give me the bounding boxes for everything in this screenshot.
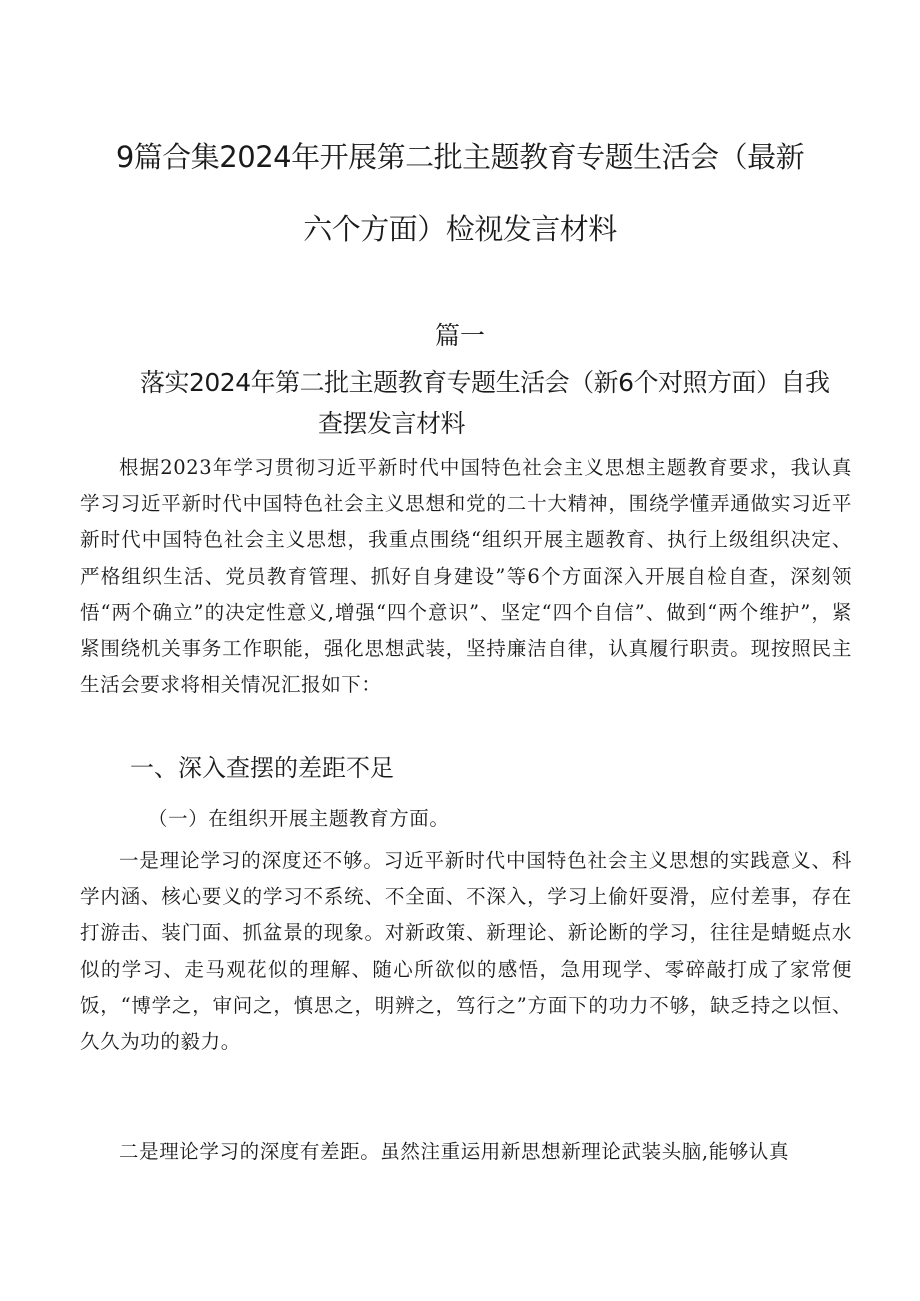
document-title-line-2: 六个方面）检视发言材料: [303, 212, 617, 246]
intro-paragraph: 根据2023年学习贯彻习近平新时代中国特色社会主义思想主题教育要求，我认真学习习近平新时代中国特色社会主义思想和党的二十大精神，围绕学懂弄通做实习近平新时代中国特色社会主义思想，我重点围绕“组织开展主题教育、执行上级组织决定、严格组织生活、党员教育管理、抓好自身建设”等6个方面深入开展自检自查，深刻领悟“两个确立”的决定性意义,增强“四个意识”、坚定“四个自信”、做到“两个维护”，紧紧围绕机关事务工作职能，强化思想武装，坚持廉洁自律，认真履行职责。现按照民主生活会要求将相关情况汇报如下：: [80, 456, 852, 697]
section-heading: 一、深入查摆的差距不足: [130, 754, 394, 782]
subtitle-line-1: 落实2024年第二批主题教育专题生活会（新6个对照方面）自我: [140, 368, 830, 397]
point-1-paragraph: 一是理论学习的深度还不够。习近平新时代中国特色社会主义思想的实践意义、科学内涵、核心要义的学习不系统、不全面、不深入，学习上偷奸耍滑，应付差事，存在打游击、装门面、抓盆景的现象。对新政策、新理论、新论断的学习，往往是蜻蜓点水似的学习、走马观花似的理解、随心所欲似的感悟，急用现学、零碎敲打成了家常便饭，“博学之，审问之，慎思之，明辨之，笃行之”方面下的功力不够，缺乏持之以恒、久久为功的毅力。: [80, 849, 852, 1054]
point-2-paragraph: 二是理论学习的深度有差距。虽然注重运用新思想新理论武装头脑,能够认真: [119, 1140, 790, 1163]
subtitle-line-2: 查摆发言材料: [318, 409, 466, 438]
subsection-heading: （一）在组织开展主题教育方面。: [148, 807, 450, 830]
document-title-line-1: 9篇合集2024年开展第二批主题教育专题生活会（最新: [115, 140, 805, 174]
part-label: 篇一: [434, 321, 485, 350]
